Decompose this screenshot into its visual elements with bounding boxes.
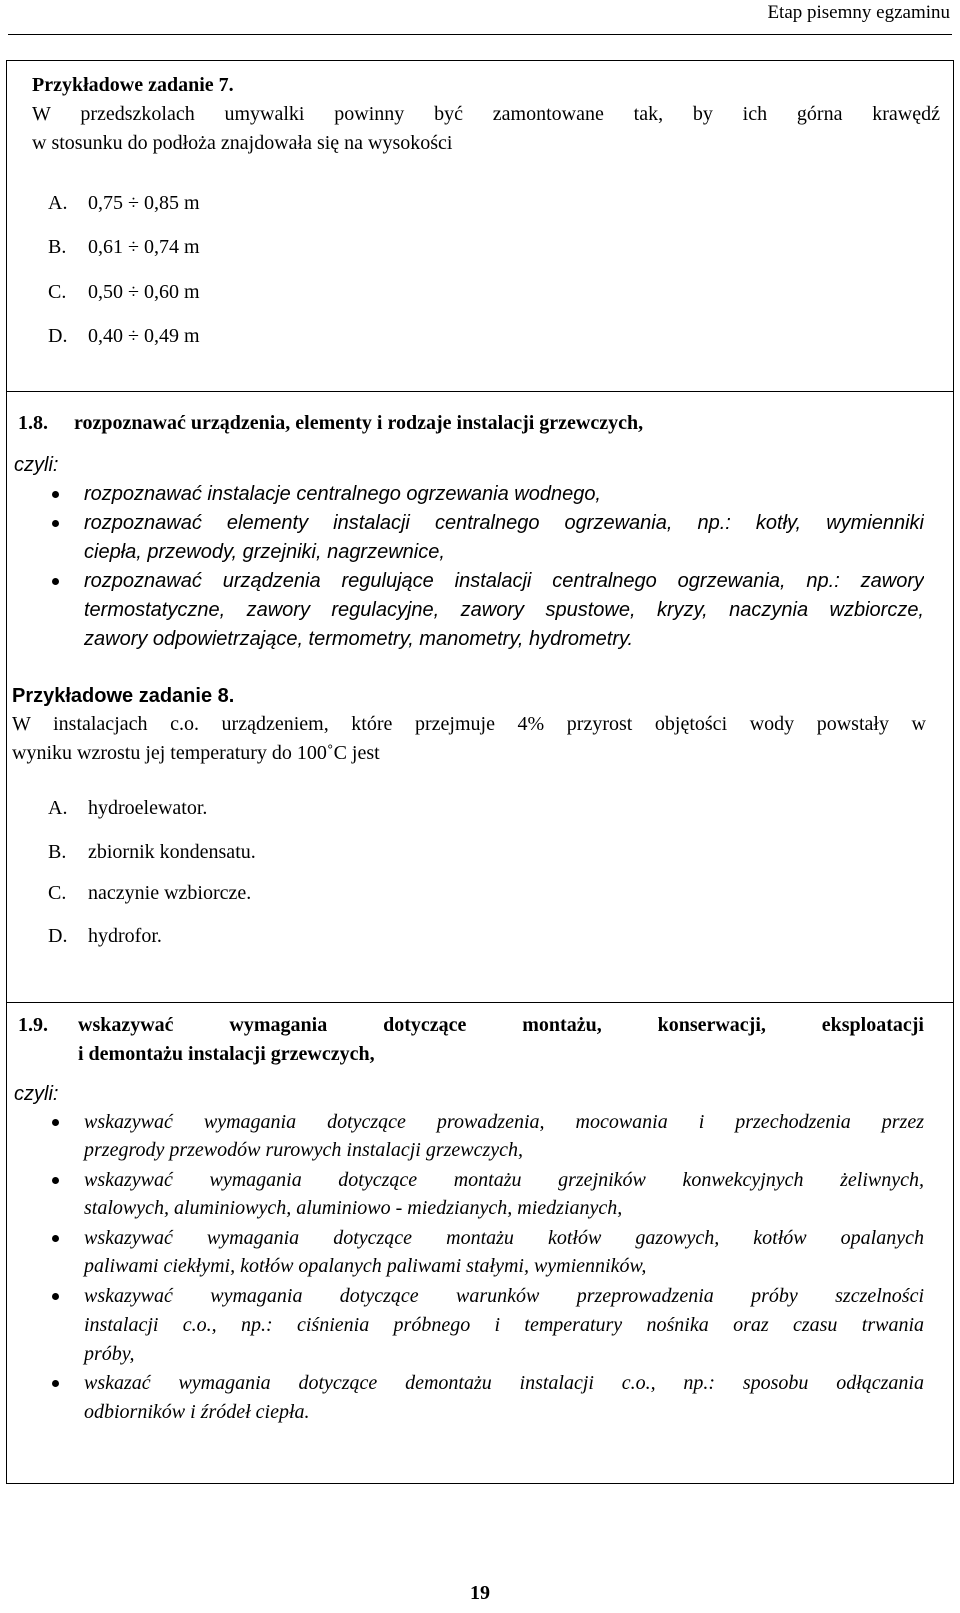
bullet-dot bbox=[52, 491, 59, 498]
section-1-9-bullet-2-line-1: wskazywać wymagania dotyczące montażu grzejników konwekcyjnych żeliwnych, bbox=[84, 1169, 924, 1191]
bullet-dot bbox=[52, 578, 59, 585]
section-1-9-bullet-4-line-3: próby, bbox=[84, 1343, 135, 1365]
section-1-9-bullet-3-line-2: paliwami ciekłymi, kotłów opalanych paliwami stałymi, wymienników, bbox=[84, 1255, 647, 1277]
section-1-8-bullet-3-line-2: termostatyczne, zawory regulacyjne, zawory spustowe, kryzy, naczynia wzbiorcze, bbox=[84, 599, 924, 621]
section-1-9-bullet-4-line-1: wskazywać wymagania dotyczące warunków przeprowadzenia próby szczelności bbox=[84, 1285, 924, 1307]
task-8-option-b: B. zbiornik kondensatu. bbox=[48, 841, 256, 863]
bullet-dot bbox=[52, 1293, 59, 1300]
section-1-9-bullet-5-line-1: wskazać wymagania dotyczące demontażu instalacji c.o., np.: sposobu odłączania bbox=[84, 1372, 924, 1394]
task-7-option-c: C. 0,50 ÷ 0,60 m bbox=[48, 281, 200, 303]
section-1-9-bullet-5-line-2: odbiorników i źródeł ciepła. bbox=[84, 1401, 310, 1423]
header-divider bbox=[8, 34, 952, 35]
section-1-8-number: 1.8. bbox=[18, 412, 48, 434]
section-1-9-bullet-1-line-1: wskazywać wymagania dotyczące prowadzenia, mocowania i przechodzenia przez bbox=[84, 1111, 924, 1133]
section-1-8-czyli: czyli: bbox=[14, 454, 59, 476]
section-1-8-bullet-2-line-1: rozpoznawać elementy instalacji centralnego ogrzewania, np.: kotły, wymienniki bbox=[84, 512, 924, 534]
task-8-question-line-1: W instalacjach c.o. urządzeniem, które przejmuje 4% przyrost objętości wody powstały w bbox=[12, 713, 926, 735]
bullet-dot bbox=[52, 1235, 59, 1242]
section-1-9-bullet-2-line-2: stalowych, aluminiowych, aluminiowo - miedzianych, miedzianych, bbox=[84, 1197, 623, 1219]
section-1-8-title: rozpoznawać urządzenia, elementy i rodzaje instalacji grzewczych, bbox=[74, 412, 644, 434]
task-7-option-b: B. 0,61 ÷ 0,74 m bbox=[48, 236, 200, 258]
bullet-dot bbox=[52, 520, 59, 527]
task-8-option-a: A. hydroelewator. bbox=[48, 797, 208, 819]
section-1-9-number: 1.9. bbox=[18, 1014, 48, 1036]
task-7-option-a: A. 0,75 ÷ 0,85 m bbox=[48, 192, 200, 214]
task-8-option-c: C. naczynie wzbiorcze. bbox=[48, 882, 252, 904]
bullet-dot bbox=[52, 1380, 59, 1387]
bullet-dot bbox=[52, 1177, 59, 1184]
task-7-option-d: D. 0,40 ÷ 0,49 m bbox=[48, 325, 200, 347]
task-8-option-d: D. hydrofor. bbox=[48, 925, 162, 947]
bullet-dot bbox=[52, 1119, 59, 1126]
task-7-question-line-1: W przedszkolach umywalki powinny być zamontowane tak, by ich górna krawędź bbox=[32, 103, 940, 125]
page-header: Etap pisemny egzaminu bbox=[767, 2, 950, 23]
section-1-8-bullet-3-line-3: zawory odpowietrzające, termometry, manometry, hydrometry. bbox=[84, 628, 634, 650]
task-8-heading: Przykładowe zadanie 8. bbox=[12, 685, 235, 707]
section-1-9-bullet-1-line-2: przegrody przewodów rurowych instalacji grzewczych, bbox=[84, 1139, 524, 1161]
section-1-8-bullet-3-line-1: rozpoznawać urządzenia regulujące instalacji centralnego ogrzewania, np.: zawory bbox=[84, 570, 924, 592]
section-1-8-bullet-2-line-2: ciepła, przewody, grzejniki, nagrzewnice, bbox=[84, 541, 445, 563]
page-number: 19 bbox=[470, 1582, 490, 1604]
section-1-9-title-line-2: i demontażu instalacji grzewczych, bbox=[78, 1043, 375, 1065]
section-1-9-bullet-4-line-2: instalacji c.o., np.: ciśnienia próbnego i temperatury nośnika oraz czasu trwania bbox=[84, 1314, 924, 1336]
task-8-question-line-2: wyniku wzrostu jej temperatury do 100˚C jest bbox=[12, 742, 380, 764]
section-1-9-title-line-1: wskazywać wymagania dotyczące montażu, konserwacji, eksploatacji bbox=[78, 1014, 924, 1036]
task-7-question-line-2: w stosunku do podłoża znajdowała się na wysokości bbox=[32, 132, 453, 154]
task-7-heading: Przykładowe zadanie 7. bbox=[32, 74, 234, 96]
section-1-8-bullet-1-line-1: rozpoznawać instalacje centralnego ogrzewania wodnego, bbox=[84, 483, 601, 505]
section-1-9-czyli: czyli: bbox=[14, 1083, 59, 1105]
section-1-9-bullet-3-line-1: wskazywać wymagania dotyczące montażu kotłów gazowych, kotłów opalanych bbox=[84, 1227, 924, 1249]
